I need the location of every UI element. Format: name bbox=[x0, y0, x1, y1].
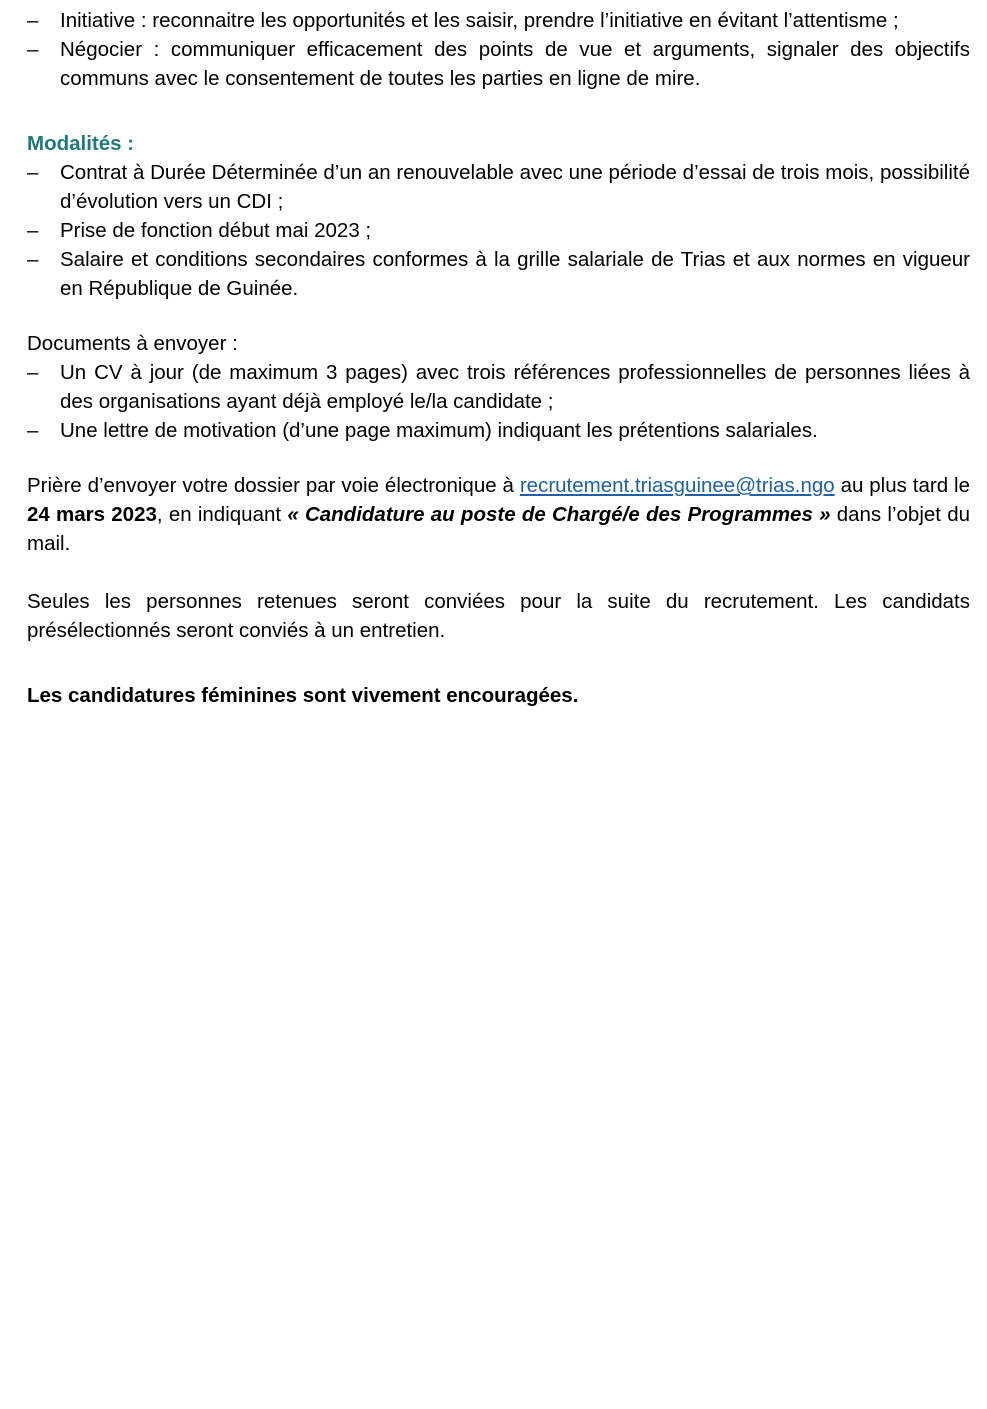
dash-bullet-icon: – bbox=[27, 38, 39, 61]
dash-bullet-icon: – bbox=[27, 161, 39, 184]
list-item-text: Un CV à jour (de maximum 3 pages) avec trois références professionnelles de personnes liées à des organisations ayant déjà employé le/la candidate ; bbox=[60, 361, 970, 413]
competences-list bbox=[27, 6, 970, 93]
email-link[interactable]: recrutement.triasguinee@trias.ngo bbox=[519, 474, 835, 497]
encouragement-note: Les candidatures féminines sont vivement encouragées. bbox=[27, 684, 579, 707]
list-item-text: Salaire et conditions secondaires conformes à la grille salariale de Trias et aux normes en vigueur en République de Guinée. bbox=[60, 248, 970, 300]
spacer bbox=[27, 93, 970, 129]
spacer bbox=[27, 445, 970, 471]
documents-list bbox=[27, 358, 970, 445]
list-item-text: Négocier : communiquer efficacement des points de vue et arguments, signaler des objectifs communs avec le consentement de toutes les parties en ligne de mire. bbox=[60, 38, 970, 90]
dash-bullet-icon: – bbox=[27, 248, 39, 271]
submission-paragraph bbox=[27, 471, 970, 558]
list-item bbox=[27, 416, 970, 445]
dash-bullet-icon: – bbox=[27, 361, 39, 384]
list-item-text: Initiative : reconnaitre les opportunités et les saisir, prendre l’initiative en évitant l’attentisme ; bbox=[60, 9, 899, 32]
modalites-list bbox=[27, 158, 970, 303]
blank-page-area bbox=[27, 710, 970, 1370]
spacer bbox=[27, 645, 970, 681]
list-item bbox=[27, 35, 970, 93]
submission-deadline: 24 mars 2023 bbox=[27, 503, 157, 526]
spacer bbox=[27, 558, 970, 587]
section-heading-modalites: Modalités : bbox=[27, 132, 135, 155]
list-item-text: Contrat à Durée Déterminée d’un an renouvelable avec une période d’essai de trois mois, possibilité d’évolution vers un CDI ; bbox=[60, 161, 970, 213]
list-item bbox=[27, 216, 970, 245]
dash-bullet-icon: – bbox=[27, 419, 39, 442]
spacer bbox=[27, 303, 970, 329]
documents-intro: Documents à envoyer : bbox=[27, 332, 238, 355]
submission-lead-text: Prière d’envoyer votre dossier par voie électronique à bbox=[27, 474, 520, 497]
dash-bullet-icon: – bbox=[27, 219, 39, 242]
submission-middle-text: , en indiquant bbox=[156, 503, 288, 526]
list-item-text: Prise de fonction début mai 2023 ; bbox=[60, 219, 372, 242]
list-item-text: Une lettre de motivation (d’une page maximum) indiquant les prétentions salariales. bbox=[60, 419, 818, 442]
list-item bbox=[27, 6, 970, 35]
submission-subject-quote: « Candidature au poste de Chargé/e des Programmes » bbox=[287, 503, 831, 526]
submission-after-email-text: au plus tard le bbox=[834, 474, 970, 497]
selection-note: Seules les personnes retenues seront conviées pour la suite du recrutement. Les candidats présélectionnés seront conviés à un entretien. bbox=[27, 590, 970, 642]
list-item bbox=[27, 245, 970, 303]
list-item bbox=[27, 158, 970, 216]
list-item bbox=[27, 358, 970, 416]
dash-bullet-icon: – bbox=[27, 9, 39, 32]
submission-tail-text: dans l’objet du mail. bbox=[27, 503, 971, 555]
